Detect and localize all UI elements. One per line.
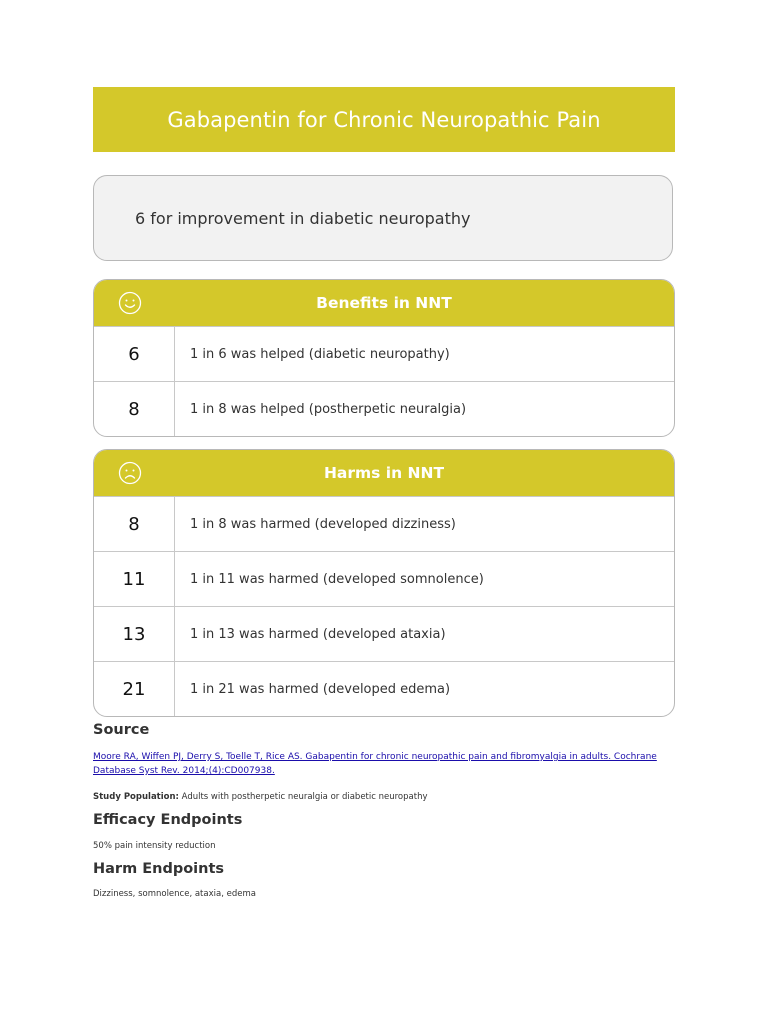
nnt-description: 1 in 8 was harmed (developed dizziness): [190, 516, 456, 532]
nnt-description: 1 in 13 was harmed (developed ataxia): [190, 626, 446, 642]
nnt-description: 1 in 21 was harmed (developed edema): [190, 681, 451, 697]
table-row: [94, 326, 674, 381]
harms-header: [94, 450, 674, 496]
harm-endpoints-value: Dizziness, somnolence, ataxia, edema: [93, 889, 256, 899]
study-population: [93, 792, 428, 802]
harm-endpoints-heading: Harm Endpoints: [93, 861, 225, 877]
benefits-heading: Benefits in NNT: [316, 294, 452, 312]
table-row: [94, 381, 674, 436]
table-row: [94, 661, 674, 716]
nnt-description: 1 in 11 was harmed (developed somnolence): [190, 571, 484, 587]
study-population-label: Study Population:: [93, 792, 179, 802]
table-row: [94, 496, 674, 551]
nnt-value: 8: [94, 497, 175, 551]
table-row: [94, 606, 674, 661]
page-title: Gabapentin for Chronic Neuropathic Pain: [167, 107, 601, 132]
title-banner: [93, 87, 675, 152]
nnt-value: 11: [94, 552, 175, 606]
smile-icon: [118, 291, 142, 315]
harms-heading: Harms in NNT: [323, 464, 445, 482]
benefits-table: [93, 279, 675, 437]
harms-table: [93, 449, 675, 717]
nnt-value: 21: [94, 662, 175, 716]
nnt-description: 1 in 8 was helped (postherpetic neuralgia): [190, 401, 467, 417]
nnt-value: 13: [94, 607, 175, 661]
summary-box: [93, 175, 673, 261]
frown-icon: [118, 461, 142, 485]
source-citation-link[interactable]: Moore RA, Wiffen PJ, Derry S, Toelle T, Rice AS. Gabapentin for chronic neuropathic pain and fibromyalgia in adults. Cochrane Database Syst Rev. 2014;(4):CD007938.: [93, 752, 657, 776]
nnt-value: 6: [94, 327, 175, 381]
source-heading: Source: [93, 722, 150, 738]
nnt-value: 8: [94, 382, 175, 436]
table-row: [94, 551, 674, 606]
efficacy-heading: Efficacy Endpoints: [93, 812, 243, 828]
efficacy-value: 50% pain intensity reduction: [93, 841, 216, 851]
study-population-value: Adults with postherpetic neuralgia or diabetic neuropathy: [181, 792, 428, 802]
nnt-description: 1 in 6 was helped (diabetic neuropathy): [190, 346, 450, 362]
benefits-header: [94, 280, 674, 326]
summary-text: 6 for improvement in diabetic neuropathy: [135, 208, 471, 228]
